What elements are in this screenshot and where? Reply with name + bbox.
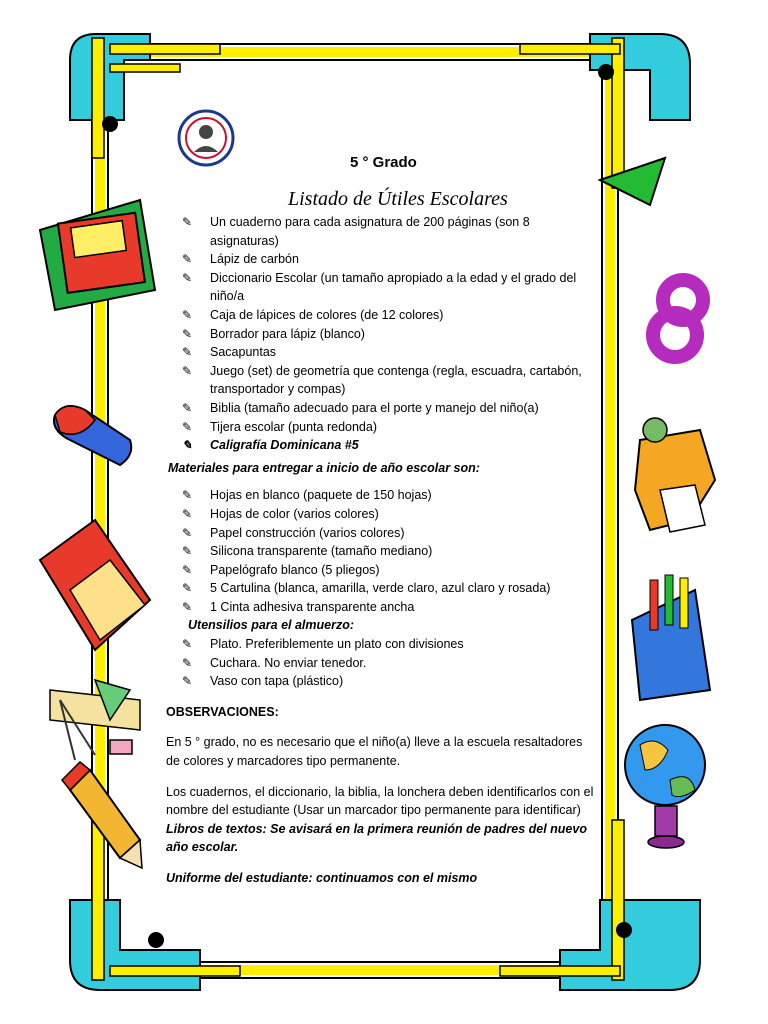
pen-bullet-icon: ✎ — [182, 326, 193, 341]
observation-paragraph: En 5 ° grado, no es necesario que el niño(a) lleve a la escuela resaltadores de colores y marcadores tipo permanente. — [166, 735, 583, 769]
list-item: ✎ Papelógrafo blanco (5 pliegos) — [160, 561, 600, 580]
page-title: Listado de Útiles Escolares — [288, 188, 508, 210]
list-item: ✎ Hojas de color (varios colores) — [160, 505, 600, 524]
list-item: ✎ Hojas en blanco (paquete de 150 hojas) — [160, 486, 600, 505]
lunch-heading: Utensilios para el almuerzo: — [188, 618, 355, 633]
list-item: ✎ Caligrafía Dominicana #5 — [160, 436, 600, 455]
list-item: ✎ Biblia (tamaño adecuado para el porte y manejo del niño(a) — [160, 399, 600, 418]
list-item: ✎ Papel construcción (varios colores) — [160, 524, 600, 543]
globe-icon — [625, 725, 705, 848]
list-item: ✎ Silicona transparente (tamaño mediano) — [160, 542, 600, 561]
grade-label: 5 ° Grado — [350, 154, 417, 171]
pen-bullet-icon: ✎ — [182, 419, 193, 434]
list-item: ✎ Tijera escolar (punta redonda) — [160, 418, 600, 437]
pen-bullet-icon: ✎ — [182, 581, 193, 596]
number-eight-icon — [653, 280, 703, 357]
floppy-disk-icon — [40, 200, 155, 310]
notebook-icon — [40, 520, 150, 650]
list-item: ✎ Sacapuntas — [160, 343, 600, 362]
list-item: ✎ Vaso con tapa (plástico) — [160, 672, 600, 691]
pen-bullet-icon: ✎ — [182, 307, 193, 322]
pen-bullet-icon: ✎ — [182, 637, 193, 652]
pen-bullet-icon: ✎ — [182, 525, 193, 540]
pen-bullet-icon: ✎ — [182, 400, 193, 415]
pen-bullet-icon: ✎ — [182, 270, 193, 285]
pen-bullet-icon: ✎ — [182, 674, 193, 689]
list-item: ✎ Diccionario Escolar (un tamaño apropiado a la edad y el grado del niño/a — [182, 270, 577, 304]
supplies-list — [160, 213, 600, 455]
pen-bullet-icon: ✎ — [182, 562, 193, 577]
uniform-note: Uniforme del estudiante: continuamos con el mismo — [166, 871, 478, 885]
document-body — [160, 213, 600, 888]
materials-list — [160, 486, 600, 616]
list-item: ✎ Plato. Preferiblemente un plato con divisiones — [160, 635, 600, 654]
colored-pencils-icon — [632, 575, 710, 700]
pen-bullet-icon: ✎ — [182, 544, 193, 559]
pen-bullet-icon: ✎ — [182, 345, 193, 360]
school-seal-logo — [179, 111, 233, 165]
list-item: ✎ Borrador para lápiz (blanco) — [160, 325, 600, 344]
desk-lamp-book-icon — [635, 418, 715, 532]
list-item: ✎ Un cuaderno para cada asignatura de 200 páginas (son 8 asignaturas) — [182, 215, 530, 248]
observation-paragraph: Los cuadernos, el diccionario, la biblia, la lonchera deben identificarlos con el nombre del estudiante (Usar un marcador tipo permanente para identificar) Libros de textos: Se avisará en la primera reunión de padres del nuevo año escolar. — [166, 784, 594, 855]
materials-heading: Materiales para entregar a inicio de año escolar son: — [168, 460, 480, 475]
observations-heading: OBSERVACIONES: — [166, 704, 279, 719]
list-item: ✎ Caja de lápices de colores (de 12 colores) — [160, 306, 600, 325]
pen-bullet-icon: ✎ — [182, 488, 193, 503]
pen-bullet-icon: ✎ — [182, 363, 193, 378]
list-item: ✎ 1 Cinta adhesiva transparente ancha — [160, 598, 600, 617]
lunch-list — [160, 635, 600, 691]
pen-bullet-icon: ✎ — [182, 655, 193, 670]
pen-bullet-icon: ✎ — [182, 599, 193, 614]
list-item: ✎ 5 Cartulina (blanca, amarilla, verde claro, azul claro y rosada) — [160, 579, 600, 598]
pen-bullet-icon: ✎ — [182, 215, 193, 229]
pen-bullet-icon: ✎ — [182, 506, 193, 521]
list-item: ✎ Lápiz de carbón — [160, 250, 600, 269]
pen-bullet-icon: ✎ — [182, 438, 193, 453]
list-item: ✎ Juego (set) de geometría que contenga (regla, escuadra, cartabón, transportador y compas) — [182, 363, 582, 397]
pen-bullet-icon: ✎ — [182, 252, 193, 267]
list-item: ✎ Cuchara. No enviar tenedor. — [160, 654, 600, 673]
